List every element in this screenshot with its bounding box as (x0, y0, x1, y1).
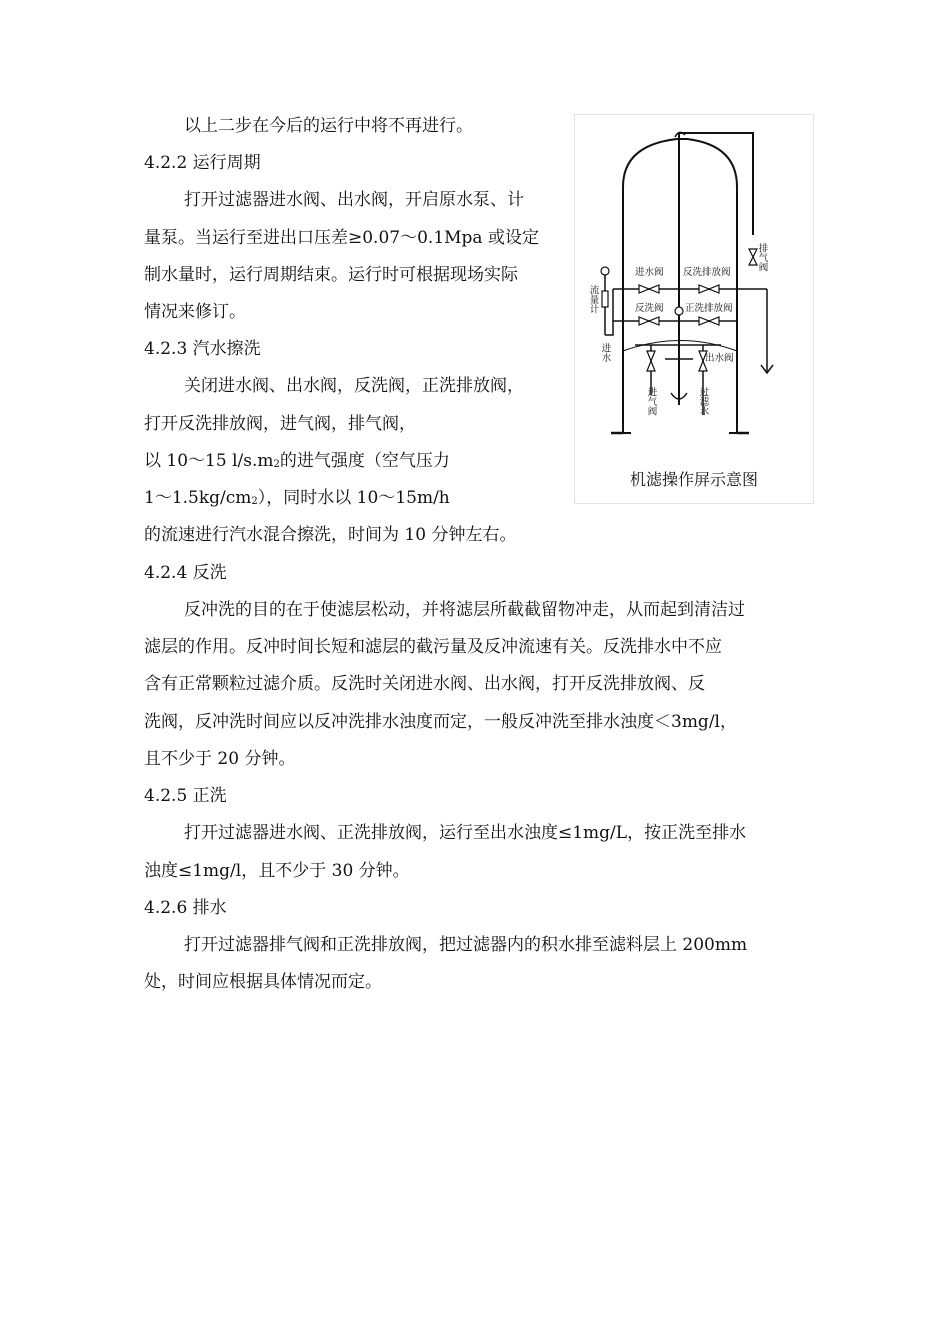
paragraph-line: 浊度≤1mg/l，且不少于 30 分钟。 (144, 861, 410, 881)
text-run: 1～1.5kg/cm (144, 488, 252, 508)
section-heading-4-2-4: 4.2.4 反洗 (144, 563, 227, 583)
paragraph-line: 的流速进行汽水混合擦洗，时间为 10 分钟左右。 (144, 525, 517, 545)
text-run: ），同时水以 10～15m/h (257, 488, 450, 508)
paragraph-line: 量泵。当运行至进出口压差≥0.07～0.1Mpa 或设定 (144, 228, 539, 248)
label-backwash-drain-valve: 反洗排放阀 (683, 267, 731, 278)
paragraph-line: 情况来修订。 (144, 302, 246, 322)
filter-schematic-diagram (575, 115, 813, 465)
text-run: 以 10～15 l/s.m (144, 451, 274, 471)
paragraph-line (144, 486, 450, 514)
flowmeter-icon (602, 291, 608, 307)
paragraph-line: 制水量时，运行周期结束。运行时可根据现场实际 (144, 265, 518, 285)
label-filtered-water: 过滤水 (697, 387, 709, 416)
label-backwash-valve: 反洗阀 (635, 303, 664, 314)
paragraph-line: 洗阀，反冲洗时间应以反冲洗排水浊度而定，一般反冲洗至排水浊度＜3mg/l， (144, 712, 737, 732)
paragraph-line (144, 449, 450, 477)
paragraph-line: 打开过滤器进水阀、正洗排放阀，运行至出水浊度≤1mg/L，按正洗至排水 (184, 823, 747, 843)
superscript-2: 2 (251, 496, 258, 507)
backwash-drain-valve-symbol (699, 285, 719, 293)
paragraph-line: 关闭进水阀、出水阀，反洗阀，正洗排放阀， (184, 376, 524, 396)
label-air-in-valve: 进气阀 (645, 387, 657, 416)
superscript-2: 2 (273, 459, 280, 470)
label-rinse-drain-valve: 正洗排放阀 (685, 303, 733, 314)
text-run: 的进气强度（空气压力 (279, 451, 450, 471)
section-heading-4-2-3: 4.2.3 汽水擦洗 (144, 339, 261, 359)
figure-caption: 机滤操作屏示意图 (629, 470, 758, 489)
label-inlet-valve: 进水阀 (635, 267, 664, 278)
pressure-gauge-icon (675, 307, 683, 315)
inlet-valve-symbol (639, 285, 659, 293)
backwash-valve-symbol (639, 317, 659, 325)
pressure-gauge-icon (601, 267, 609, 275)
label-flowmeter: 流量计 (587, 285, 599, 314)
air-inlet-valve-symbol (647, 351, 655, 371)
paragraph-line: 打开过滤器进水阀、出水阀，开启原水泵、计 (184, 190, 524, 210)
section-heading-4-2-2: 4.2.2 运行周期 (144, 153, 261, 173)
section-heading-4-2-6: 4.2.6 排水 (144, 898, 227, 918)
paragraph-line: 反冲洗的目的在于使滤层松动，并将滤层所截截留物冲走，从而起到清洁过 (184, 600, 745, 620)
paragraph-line: 且不少于 20 分钟。 (144, 749, 296, 769)
paragraph-line: 打开过滤器排气阀和正洗排放阀，把过滤器内的积水排至滤料层上 200mm (184, 935, 748, 955)
paragraph-line: 以上二步在今后的运行中将不再进行。 (184, 116, 473, 136)
label-vent-valve: 排气阀 (756, 243, 768, 272)
paragraph-line: 打开反洗排放阀，进气阀，排气阀， (144, 414, 416, 434)
rinse-drain-valve-symbol (699, 317, 719, 325)
filter-operation-figure (574, 114, 814, 504)
paragraph-line: 滤层的作用。反冲时间长短和滤层的截污量及反冲流速有关。反洗排水中不应 (144, 637, 722, 657)
paragraph-line: 含有正常颗粒过滤介质。反洗时关闭进水阀、出水阀，打开反洗排放阀、反 (144, 674, 705, 694)
section-heading-4-2-5: 4.2.5 正洗 (144, 786, 227, 806)
label-water-in: 进水 (599, 343, 611, 362)
paragraph-line: 处，时间应根据具体情况而定。 (144, 972, 382, 992)
label-outlet-valve: 出水阀 (705, 353, 734, 364)
